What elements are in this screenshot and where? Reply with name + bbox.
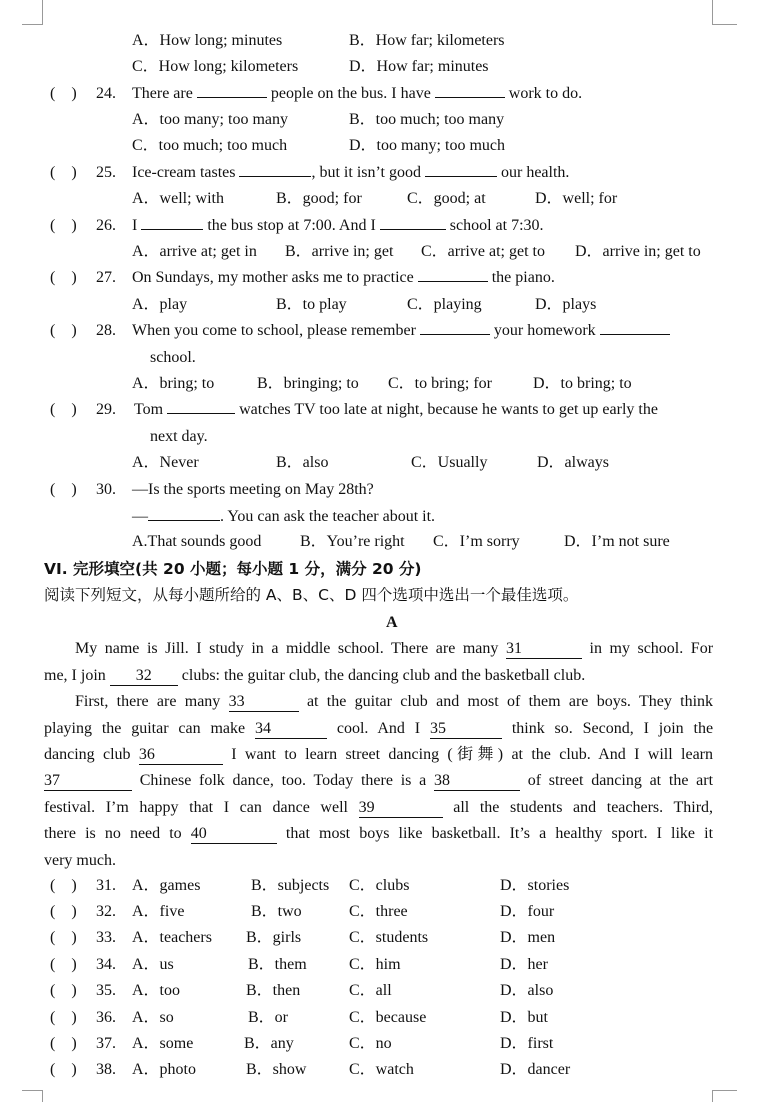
question-stem bbox=[134, 400, 658, 420]
question-number: 38. bbox=[96, 1061, 116, 1078]
question-number: 31. bbox=[96, 877, 116, 894]
option-b: B．subjects bbox=[251, 877, 330, 894]
option-d: D．men bbox=[500, 929, 556, 946]
answer-blank[interactable] bbox=[420, 334, 490, 335]
option-c: C．students bbox=[349, 929, 429, 946]
answer-blank[interactable] bbox=[435, 97, 505, 98]
question-number: 32. bbox=[96, 903, 116, 920]
stem-text: watches TV too late at night, because he wants to get up early the bbox=[239, 401, 658, 418]
option-d: D．four bbox=[500, 903, 555, 920]
stem-text: . You can ask the teacher about it. bbox=[220, 508, 436, 525]
question-number: 35. bbox=[96, 982, 116, 999]
question-stem bbox=[132, 268, 555, 288]
cloze-blank-37[interactable]: 37 bbox=[44, 772, 132, 791]
stem-text: , but it isn’t good bbox=[311, 164, 421, 181]
answer-paren[interactable]: ( ) bbox=[50, 164, 77, 181]
question-stem-continued: next day. bbox=[150, 428, 208, 445]
q23-option-d: D．How far; minutes bbox=[349, 58, 489, 75]
option-b: B．bringing; to bbox=[257, 375, 359, 392]
option-d: D．first bbox=[500, 1035, 554, 1052]
option-a: A．teachers bbox=[132, 929, 212, 946]
passage-line bbox=[44, 771, 713, 791]
passage-line bbox=[44, 824, 713, 844]
option-c: C．playing bbox=[407, 296, 482, 313]
option-b: B．also bbox=[276, 454, 329, 471]
option-d: D．always bbox=[537, 454, 609, 471]
answer-paren[interactable]: ( ) bbox=[50, 85, 77, 102]
option-d: D．plays bbox=[535, 296, 597, 313]
stem-text: our health. bbox=[500, 164, 570, 181]
option-b: B．arrive in; get bbox=[285, 243, 394, 260]
stem-text: people on the bus. I have bbox=[270, 85, 431, 102]
question-number: 24. bbox=[96, 85, 116, 102]
question-stem-reply bbox=[132, 507, 435, 527]
crop-mark-bottom-left bbox=[22, 1090, 43, 1102]
question-stem bbox=[132, 163, 569, 183]
option-b: B．or bbox=[248, 1009, 289, 1026]
passage-text: First, there are many bbox=[75, 693, 221, 710]
stem-text: the piano. bbox=[491, 269, 555, 286]
answer-blank[interactable] bbox=[167, 413, 235, 414]
option-b: B．good; for bbox=[276, 190, 362, 207]
option-d: D．but bbox=[500, 1009, 549, 1026]
option-c: C．him bbox=[349, 956, 401, 973]
option-a: A．some bbox=[132, 1035, 194, 1052]
option-b: B．any bbox=[244, 1035, 294, 1052]
passage-text: playing the guitar can make bbox=[44, 720, 246, 737]
answer-paren[interactable]: ( ) bbox=[50, 903, 77, 920]
passage-line bbox=[75, 692, 713, 712]
option-a: A．games bbox=[132, 877, 201, 894]
passage-text: clubs: the guitar club, the dancing club and the basketball club. bbox=[181, 667, 586, 684]
question-number: 29. bbox=[96, 401, 116, 418]
option-c: C．because bbox=[349, 1009, 427, 1026]
answer-paren[interactable]: ( ) bbox=[50, 929, 77, 946]
option-c: C．arrive at; get to bbox=[421, 243, 545, 260]
option-c: C．watch bbox=[349, 1061, 414, 1078]
dash: — bbox=[132, 508, 148, 525]
option-d: D．I’m not sure bbox=[564, 533, 670, 550]
question-number: 25. bbox=[96, 164, 116, 181]
passage-line bbox=[44, 745, 713, 765]
passage-line bbox=[75, 639, 713, 659]
option-c: C．clubs bbox=[349, 877, 410, 894]
option-b: B．two bbox=[251, 903, 302, 920]
passage-text: there is no need to bbox=[44, 825, 182, 842]
q23-option-c: C．How long; kilometers bbox=[132, 58, 299, 75]
cloze-blank-38[interactable]: 38 bbox=[434, 772, 520, 791]
cloze-blank-33[interactable]: 33 bbox=[229, 693, 299, 712]
passage-text: in my school. For bbox=[589, 640, 714, 657]
option-a: A．well; with bbox=[132, 190, 224, 207]
question-number: 37. bbox=[96, 1035, 116, 1052]
question-number: 27. bbox=[96, 269, 116, 286]
stem-text: school at 7:30. bbox=[449, 217, 544, 234]
cloze-blank-40[interactable]: 40 bbox=[191, 825, 277, 844]
option-d: D．arrive in; get to bbox=[575, 243, 701, 260]
stem-text: work to do. bbox=[508, 85, 583, 102]
option-d: D．well; for bbox=[535, 190, 618, 207]
option-b: B．too much; too many bbox=[349, 111, 505, 128]
crop-mark-top-left bbox=[22, 0, 43, 25]
stem-text: I bbox=[132, 217, 138, 234]
question-stem bbox=[132, 321, 670, 341]
passage-line bbox=[44, 719, 713, 739]
answer-blank[interactable] bbox=[425, 176, 497, 177]
answer-blank[interactable] bbox=[380, 229, 446, 230]
stem-text: There are bbox=[132, 85, 193, 102]
cloze-blank-31[interactable]: 31 bbox=[506, 640, 582, 659]
option-c: C．too much; too much bbox=[132, 137, 288, 154]
answer-paren[interactable]: ( ) bbox=[50, 982, 77, 999]
question-stem bbox=[132, 84, 582, 104]
option-a: A．play bbox=[132, 296, 188, 313]
passage-text: think so. Second, I join the bbox=[511, 720, 714, 737]
option-c: C．good; at bbox=[407, 190, 486, 207]
option-b: B．to play bbox=[276, 296, 347, 313]
question-number: 28. bbox=[96, 322, 116, 339]
option-a: A．too bbox=[132, 982, 181, 999]
answer-blank[interactable] bbox=[600, 334, 670, 335]
option-c: C．no bbox=[349, 1035, 392, 1052]
cloze-blank-32[interactable]: 32 bbox=[110, 667, 178, 686]
question-number: 30. bbox=[96, 481, 116, 498]
option-c: C．Usually bbox=[411, 454, 488, 471]
passage-text: all the students and teachers. Third, bbox=[453, 799, 714, 816]
passage-line bbox=[44, 666, 585, 686]
question-stem: —Is the sports meeting on May 28th? bbox=[132, 481, 374, 498]
answer-paren[interactable]: ( ) bbox=[50, 322, 77, 339]
option-a: A．us bbox=[132, 956, 174, 973]
section-instruction: 阅读下列短文，从每小题所给的 A、B、C、D 四个选项中选出一个最佳选项。 bbox=[44, 586, 579, 604]
answer-paren[interactable]: ( ) bbox=[50, 217, 77, 234]
cloze-blank-35[interactable]: 35 bbox=[430, 720, 502, 739]
answer-paren[interactable]: ( ) bbox=[50, 1035, 77, 1052]
cloze-blank-36[interactable]: 36 bbox=[139, 746, 223, 765]
option-d: D．to bring; to bbox=[533, 375, 632, 392]
crop-mark-top-right bbox=[712, 0, 737, 25]
answer-blank[interactable] bbox=[418, 281, 488, 282]
stem-text: On Sundays, my mother asks me to practice bbox=[132, 269, 414, 286]
stem-text: the bus stop at 7:00. And I bbox=[207, 217, 376, 234]
stem-text: Tom bbox=[134, 401, 164, 418]
passage-letter: A bbox=[386, 614, 398, 631]
option-b: B．You’re right bbox=[300, 533, 405, 550]
stem-text: your homework bbox=[493, 322, 596, 339]
stem-text: When you come to school, please remember bbox=[132, 322, 416, 339]
option-d: D．her bbox=[500, 956, 548, 973]
question-number: 36. bbox=[96, 1009, 116, 1026]
option-a: A．too many; too many bbox=[132, 111, 288, 128]
answer-paren[interactable]: ( ) bbox=[50, 401, 77, 418]
passage-text: dancing club bbox=[44, 746, 131, 763]
cloze-blank-39[interactable]: 39 bbox=[359, 799, 443, 818]
passage-text: festival. I’m happy that I can dance well bbox=[44, 799, 348, 816]
option-a: A．photo bbox=[132, 1061, 197, 1078]
option-b: B．then bbox=[246, 982, 301, 999]
passage-text: My name is Jill. I study in a middle school. There are many bbox=[75, 640, 499, 657]
option-d: D．too many; too much bbox=[349, 137, 505, 154]
answer-paren[interactable]: ( ) bbox=[50, 956, 77, 973]
option-d: D．dancer bbox=[500, 1061, 571, 1078]
passage-line bbox=[44, 798, 713, 818]
option-c: C．to bring; for bbox=[388, 375, 492, 392]
option-a: A．bring; to bbox=[132, 375, 215, 392]
option-a: A．Never bbox=[132, 454, 199, 471]
question-stem-continued: school. bbox=[150, 349, 196, 366]
cloze-blank-34[interactable]: 34 bbox=[255, 720, 327, 739]
option-d: D．also bbox=[500, 982, 554, 999]
option-a: A.That sounds good bbox=[132, 533, 262, 550]
q23-option-a: A．How long; minutes bbox=[132, 32, 283, 49]
answer-paren[interactable]: ( ) bbox=[50, 1061, 77, 1078]
answer-paren[interactable]: ( ) bbox=[50, 1009, 77, 1026]
answer-blank[interactable] bbox=[197, 97, 267, 98]
passage-text: cool. And I bbox=[336, 720, 421, 737]
option-a: A．arrive at; get in bbox=[132, 243, 257, 260]
passage-text: me, I join bbox=[44, 667, 106, 684]
section-title: VI. 完形填空(共 20 小题；每小题 1 分，满分 20 分) bbox=[44, 560, 422, 578]
crop-mark-bottom-right bbox=[712, 1090, 737, 1102]
stem-text: Ice-cream tastes bbox=[132, 164, 236, 181]
answer-blank[interactable] bbox=[239, 176, 311, 177]
answer-blank[interactable] bbox=[141, 229, 203, 230]
option-c: C．I’m sorry bbox=[433, 533, 520, 550]
question-stem bbox=[132, 216, 544, 236]
answer-paren[interactable]: ( ) bbox=[50, 269, 77, 286]
q23-option-b: B．How far; kilometers bbox=[349, 32, 505, 49]
question-number: 34. bbox=[96, 956, 116, 973]
option-c: C．three bbox=[349, 903, 408, 920]
question-number: 26. bbox=[96, 217, 116, 234]
option-b: B．girls bbox=[246, 929, 302, 946]
option-c: C．all bbox=[349, 982, 392, 999]
passage-text: at the guitar club and most of them are boys. They think bbox=[306, 693, 714, 710]
passage-line: very much. bbox=[44, 852, 116, 869]
passage-text: that most boys like basketball. It’s a healthy sport. I like it bbox=[285, 825, 714, 842]
option-d: D．stories bbox=[500, 877, 570, 894]
passage-text: I want to learn street dancing (街舞) at the club. And I will learn bbox=[231, 746, 713, 763]
option-b: B．them bbox=[248, 956, 307, 973]
option-a: A．five bbox=[132, 903, 185, 920]
option-a: A．so bbox=[132, 1009, 174, 1026]
option-b: B．show bbox=[246, 1061, 307, 1078]
answer-paren[interactable]: ( ) bbox=[50, 877, 77, 894]
passage-text: Chinese folk dance, too. Today there is a bbox=[139, 772, 427, 789]
answer-blank[interactable] bbox=[148, 520, 220, 521]
passage-text: of street dancing at the art bbox=[527, 772, 714, 789]
answer-paren[interactable]: ( ) bbox=[50, 481, 77, 498]
question-number: 33. bbox=[96, 929, 116, 946]
